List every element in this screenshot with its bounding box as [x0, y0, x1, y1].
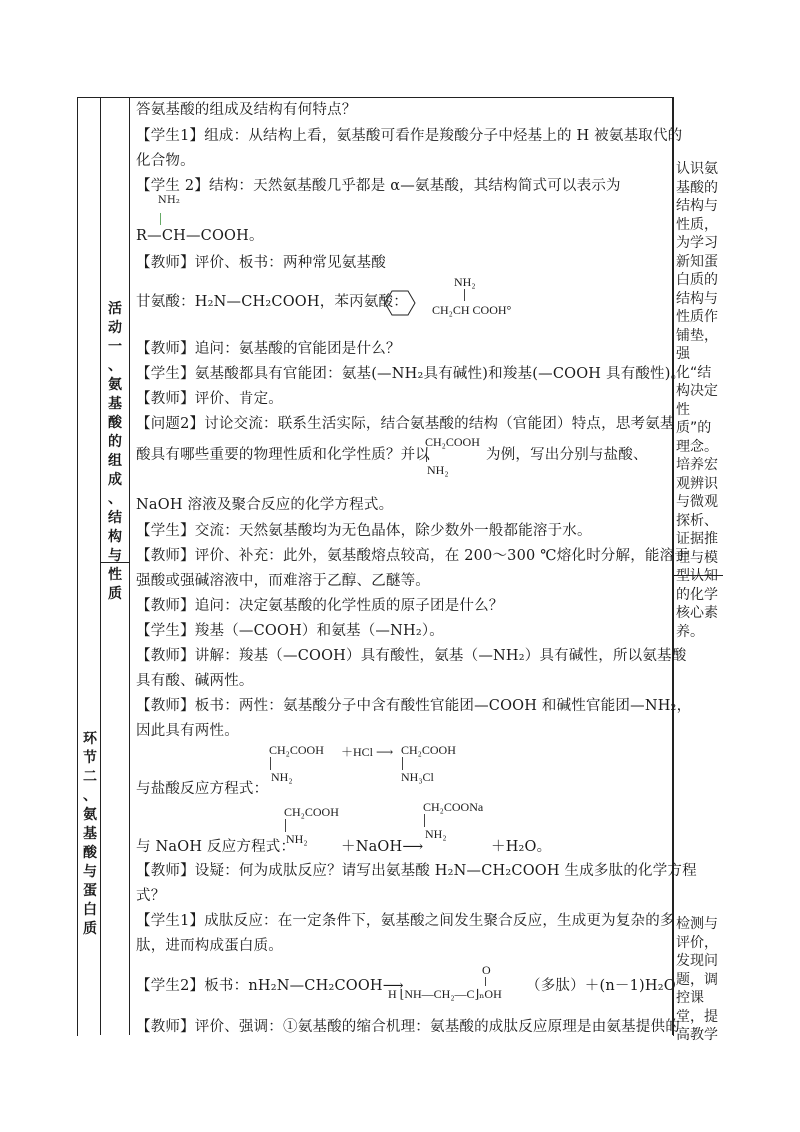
text-line: 【学生】氨基酸都具有官能团：氨基(—NH₂具有碱性)和羧基(—COOH 具有酸性)。 [136, 366, 686, 382]
text-line: 【问题2】讨论交流：联系生活实际，结合氨基酸的结构（官能团）特点，思考氨基 [136, 416, 675, 432]
outer-section-label: 环 节 二 、 氨 基 酸 与 蛋 白 质 [83, 731, 97, 937]
bond-line [270, 757, 271, 770]
text-line: 因此具有两性。 [136, 723, 239, 739]
text-line: 式？ [136, 888, 166, 904]
text-line: 【教师】追问：氨基酸的官能团是什么？ [136, 341, 401, 357]
text-line: 化合物。 [136, 153, 195, 169]
text-line: R—CH—COOH。 [136, 228, 264, 244]
inner-section-label: 活 动 一 、 氨 基 酸 的 组 成 、 结 构 与 性 质 [108, 301, 122, 602]
text-line: 与盐酸反应方程式： [136, 781, 269, 797]
hcl-right-bottom: NH₃Cl [401, 770, 434, 784]
nh2-group: NH₂ [158, 195, 181, 206]
text-line: 答氨基酸的组成及结构有何特点？ [136, 102, 357, 118]
hcl-left-bottom: NH₂ [271, 770, 293, 784]
text-line: 【学生】交流：天然氨基酸均为无色晶体，除少数外一般都能溶于水。 [136, 523, 592, 539]
text-line: 肽，进而构成蛋白质。 [136, 938, 283, 954]
text-line: 【学生 2】结构：天然氨基酸几乎都是 α—氨基酸，其结构简式可以表示为 [136, 178, 621, 194]
text-line: 【教师】板书：两性：氨基酸分子中含有酸性官能团—COOH 和碱性官能团—NH₂， [136, 698, 692, 714]
benzene-ring-icon [384, 289, 416, 317]
text-line: 甘氨酸：H₂N—CH₂COOH，苯丙氨酸： [136, 294, 408, 310]
glycine-top: CH₂COOH [425, 435, 480, 449]
text-line: 【教师】设疑：何为成肽反应？请写出氨基酸 H₂N—CH₂COOH 生成多肽的化学方程 [136, 863, 697, 879]
text-line: 【学生1】成肽反应：在一定条件下，氨基酸之间发生聚合反应，生成更为复杂的多 [136, 913, 675, 929]
column-divider-2 [129, 97, 130, 1035]
bond-line [402, 757, 403, 770]
text-line: NaOH 溶液及聚合反应的化学方程式。 [136, 497, 394, 513]
side-note-assessment: 检测与评价，发现问题，调控课堂，提高教学 [676, 916, 718, 1043]
text-line: ＋H₂O。 [491, 839, 552, 855]
naoh-left-top: CH₂COOH [284, 805, 339, 819]
side-note-objectives: 认识氨基酸的结构与性质，为学习新知蛋白质的结构与性质作铺垫，强化“结构决定性质”的理念。培养宏观辨识与微观探析、证据推理与模型认知的化学核心素养。 [676, 161, 718, 640]
text-line: 与 NaOH 反应方程式： [136, 839, 296, 855]
peptide-o: O [482, 963, 491, 977]
text-line: 【学生2】板书：nH₂N—CH₂COOH⟶ [136, 978, 404, 994]
naoh-right-bottom: NH₂ [425, 827, 447, 841]
text-line: 【教师】评价、补充：此外，氨基酸熔点较高，在 200～300 ℃熔化时分解，能溶于 [136, 548, 689, 564]
text-line: 【教师】讲解：羧基（—COOH）具有酸性，氨基（—NH₂）具有碱性，所以氨基酸 [136, 648, 687, 664]
phe-chain: CH₂CH COOH° [432, 303, 512, 317]
text-line: 【教师】评价、强调：①氨基酸的缩合机理：氨基酸的成肽反应原理是由氨基提供的 [136, 1019, 680, 1035]
hcl-left-top: CH₂COOH [269, 743, 324, 757]
naoh-left-bottom: NH₂ [286, 832, 308, 846]
bond-line [285, 819, 286, 832]
text-line: 【教师】追问：决定氨基酸的化学性质的原子团是什么？ [136, 598, 504, 614]
bond-line [424, 814, 425, 827]
text-line: 强酸或强碱溶液中，而难溶于乙醇、乙醚等。 [136, 573, 430, 589]
text-line: 【学生】羧基（—COOH）和氨基（—NH₂）。 [136, 623, 445, 639]
text-line: 酸具有哪些重要的物理性质和化学性质？并以 [136, 447, 430, 463]
column-divider-3 [672, 97, 673, 1035]
text-line: 【教师】评价、肯定。 [136, 391, 283, 407]
naoh-right-top: CH₂COONa [423, 800, 484, 814]
text-line: （多肽）＋(n－1)H₂O [526, 978, 676, 994]
hcl-plus: ＋HCl ⟶ [341, 745, 394, 759]
bond-line [464, 289, 465, 301]
phe-nh2: NH₂ [454, 275, 476, 289]
text-line: 为例，写出分别与盐酸、 [486, 447, 648, 463]
bond-line [485, 977, 486, 986]
text-line: 具有酸、碱两性。 [136, 673, 254, 689]
text-line: 【教师】评价、板书：两种常见氨基酸 [136, 255, 386, 271]
text-line: ＋NaOH⟶ [341, 839, 424, 855]
hcl-right-top: CH₂COOH [401, 743, 456, 757]
text-line: 【学生1】组成：从结构上看，氨基酸可看作是羧酸分子中烃基上的 H 被氨基取代的 [136, 128, 683, 144]
peptide-chain: H ⌊NH—CH₂—C⌋ₙOH [388, 987, 502, 1001]
bond-line [426, 449, 427, 462]
glycine-bottom: NH₂ [427, 463, 449, 477]
